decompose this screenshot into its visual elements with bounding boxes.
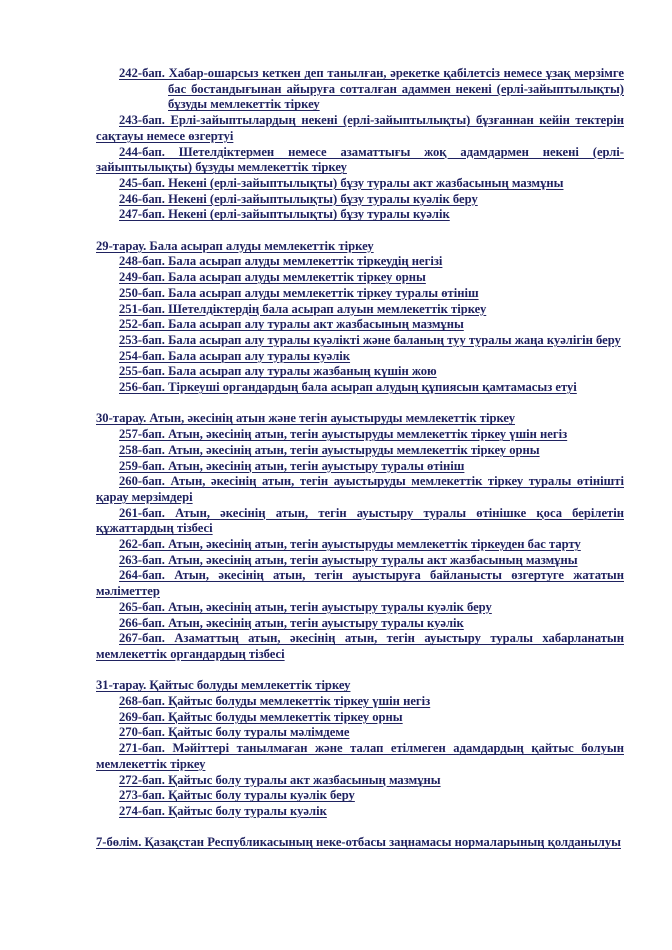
article-link[interactable]: 265-бап. Атын, әкесінің атын, тегін ауыстыру туралы куәлік беру (119, 599, 492, 614)
article-266 (96, 616, 624, 632)
article-262 (96, 537, 624, 553)
article-244 (96, 145, 624, 176)
article-253 (96, 333, 624, 349)
article-242 (96, 66, 624, 113)
article-259 (96, 459, 624, 475)
article-link[interactable]: 257-бап. Атын, әкесінің атын, тегін ауыстыруды мемлекеттік тіркеу үшін негіз (119, 427, 568, 442)
article-link[interactable]: 274-бап. Қайтыс болу туралы куәлік (119, 804, 327, 818)
chapter-31-heading (96, 678, 624, 694)
article-265 (96, 600, 624, 616)
article-251 (96, 302, 624, 318)
article-258 (96, 443, 624, 459)
article-274 (96, 804, 624, 820)
table-of-contents (96, 66, 624, 851)
article-link[interactable]: 267-бап. Азаматтың атын, әкесінің атын, тегін ауыстыру туралы хабарланатын мемлекеттік органдардың тізбесі (96, 631, 624, 661)
article-link[interactable]: 258-бап. Атын, әкесінің атын, тегін ауыстыруды мемлекеттік тіркеу орны (119, 442, 540, 457)
section-link[interactable]: 7-бөлім. Қазақстан Республикасының неке-отбасы заңнамасы нормаларының қолданылуы (96, 835, 621, 850)
article-250 (96, 286, 624, 302)
article-245 (96, 176, 624, 192)
article-link[interactable]: 259-бап. Атын, әкесінің атын, тегін ауыстыру туралы өтініш (119, 458, 465, 473)
article-255 (96, 364, 624, 380)
article-272 (96, 773, 624, 789)
article-link[interactable]: 266-бап. Атын, әкесінің атын, тегін ауыстыру туралы куәлік (119, 615, 464, 630)
article-260 (96, 474, 624, 505)
article-link[interactable]: 242-бап. Хабар-ошарсыз кеткен деп танылған, әрекетке қабілетсіз немесе ұзақ мерзімге бас бостандығынан айыруға сотталған адаммен некені (ерлі-зайыптылықты) бұзуды мемлекеттік тіркеу (119, 66, 624, 112)
article-link[interactable]: 249-бап. Бала асырап алуды мемлекеттік тіркеу орны (119, 270, 426, 285)
article-link[interactable]: 264-бап. Атын, әкесінің атын, тегін ауыстыруға байланысты өзгертуге жататын мәліметтер (96, 568, 624, 599)
article-link[interactable]: 245-бап. Некені (ерлі-зайыптылықты) бұзу туралы акт жазбасының мазмұны (119, 175, 564, 190)
article-269 (96, 710, 624, 726)
article-link[interactable]: 268-бап. Қайтыс болуды мемлекеттік тіркеу үшін негіз (119, 694, 431, 709)
article-link[interactable]: 270-бап. Қайтыс болу туралы мәлімдеме (119, 725, 350, 740)
chapter-30-heading (96, 411, 624, 427)
article-264 (96, 568, 624, 599)
article-link[interactable]: 247-бап. Некені (ерлі-зайыптылықты) бұзу туралы куәлік (119, 207, 450, 222)
article-263 (96, 553, 624, 569)
article-link[interactable]: 263-бап. Атын, әкесінің атын, тегін ауыстыру туралы акт жазбасының мазмұны (119, 552, 578, 567)
article-link[interactable]: 262-бап. Атын, әкесінің атын, тегін ауыстыруды мемлекеттік тіркеуден бас тарту (119, 537, 581, 552)
article-link[interactable]: 261-бап. Атын, әкесінің атын, тегін ауыстыру туралы өтінішке қоса берілетін құжаттардың тізбесі (96, 505, 624, 536)
article-link[interactable]: 248-бап. Бала асырап алуды мемлекеттік тіркеудің негізі (119, 254, 443, 269)
article-link[interactable]: 269-бап. Қайтыс болуды мемлекеттік тіркеу орны (119, 709, 403, 724)
article-link[interactable]: 271-бап. Мәйіттері танылмаған және талап етілмеген адамдардың қайтыс болуын мемлекеттік тіркеу (96, 741, 624, 771)
article-link[interactable]: 272-бап. Қайтыс болу туралы акт жазбасының мазмұны (119, 772, 441, 787)
article-268 (96, 694, 624, 710)
article-link[interactable]: 244-бап. Шетелдіктермен немесе азаматтығы жоқ адамдармен некені (ерлі-зайыптылықты) бұзуды мемлекеттік тіркеу (96, 144, 624, 175)
article-link[interactable]: 260-бап. Атын, әкесінің атын, тегін ауыстыруды мемлекеттік тіркеу туралы өтінішті қарау мерзімдері (96, 474, 624, 504)
chapter-link[interactable]: 29-тарау. Бала асырап алуды мемлекеттік тіркеу (96, 238, 374, 253)
article-247 (96, 207, 624, 223)
article-243 (96, 113, 624, 144)
article-257 (96, 427, 624, 443)
article-link[interactable]: 255-бап. Бала асырап алу туралы жазбаның күшін жою (119, 364, 437, 379)
article-267 (96, 631, 624, 662)
section-7-heading (96, 835, 624, 851)
article-link[interactable]: 254-бап. Бала асырап алу туралы куәлік (119, 348, 351, 363)
article-246 (96, 192, 624, 208)
article-link[interactable]: 273-бап. Қайтыс болу туралы куәлік беру (119, 788, 355, 803)
article-link[interactable]: 251-бап. Шетелдіктердің бала асырап алуын мемлекеттік тіркеу (119, 301, 487, 316)
article-273 (96, 788, 624, 804)
article-link[interactable]: 253-бап. Бала асырап алу туралы куәлікті және баланың туу туралы жаңа куәлігін беру (119, 332, 621, 347)
article-252 (96, 317, 624, 333)
article-link[interactable]: 256-бап. Тіркеуші органдардың бала асырап алудың құпиясын қамтамасыз етуі (119, 380, 577, 395)
chapter-29-heading (96, 239, 624, 255)
article-271 (96, 741, 624, 772)
chapter-link[interactable]: 30-тарау. Атын, әкесінің атын және тегін ауыстыруды мемлекеттік тіркеу (96, 411, 515, 426)
article-256 (96, 380, 624, 396)
article-248 (96, 254, 624, 270)
article-link[interactable]: 250-бап. Бала асырап алуды мемлекеттік тіркеу туралы өтініш (119, 285, 479, 300)
article-link[interactable]: 252-бап. Бала асырап алу туралы акт жазбасының мазмұны (119, 317, 464, 332)
article-254 (96, 349, 624, 365)
article-270 (96, 725, 624, 741)
chapter-link[interactable]: 31-тарау. Қайтыс болуды мемлекеттік тіркеу (96, 678, 351, 693)
article-249 (96, 270, 624, 286)
article-link[interactable]: 246-бап. Некені (ерлі-зайыптылықты) бұзу туралы куәлік беру (119, 191, 478, 206)
article-261 (96, 506, 624, 537)
article-link[interactable]: 243-бап. Ерлі-зайыптылардың некені (ерлі-зайыптылықты) бұзғаннан кейін тектерін сақтауы немесе өзгертуі (96, 113, 624, 143)
